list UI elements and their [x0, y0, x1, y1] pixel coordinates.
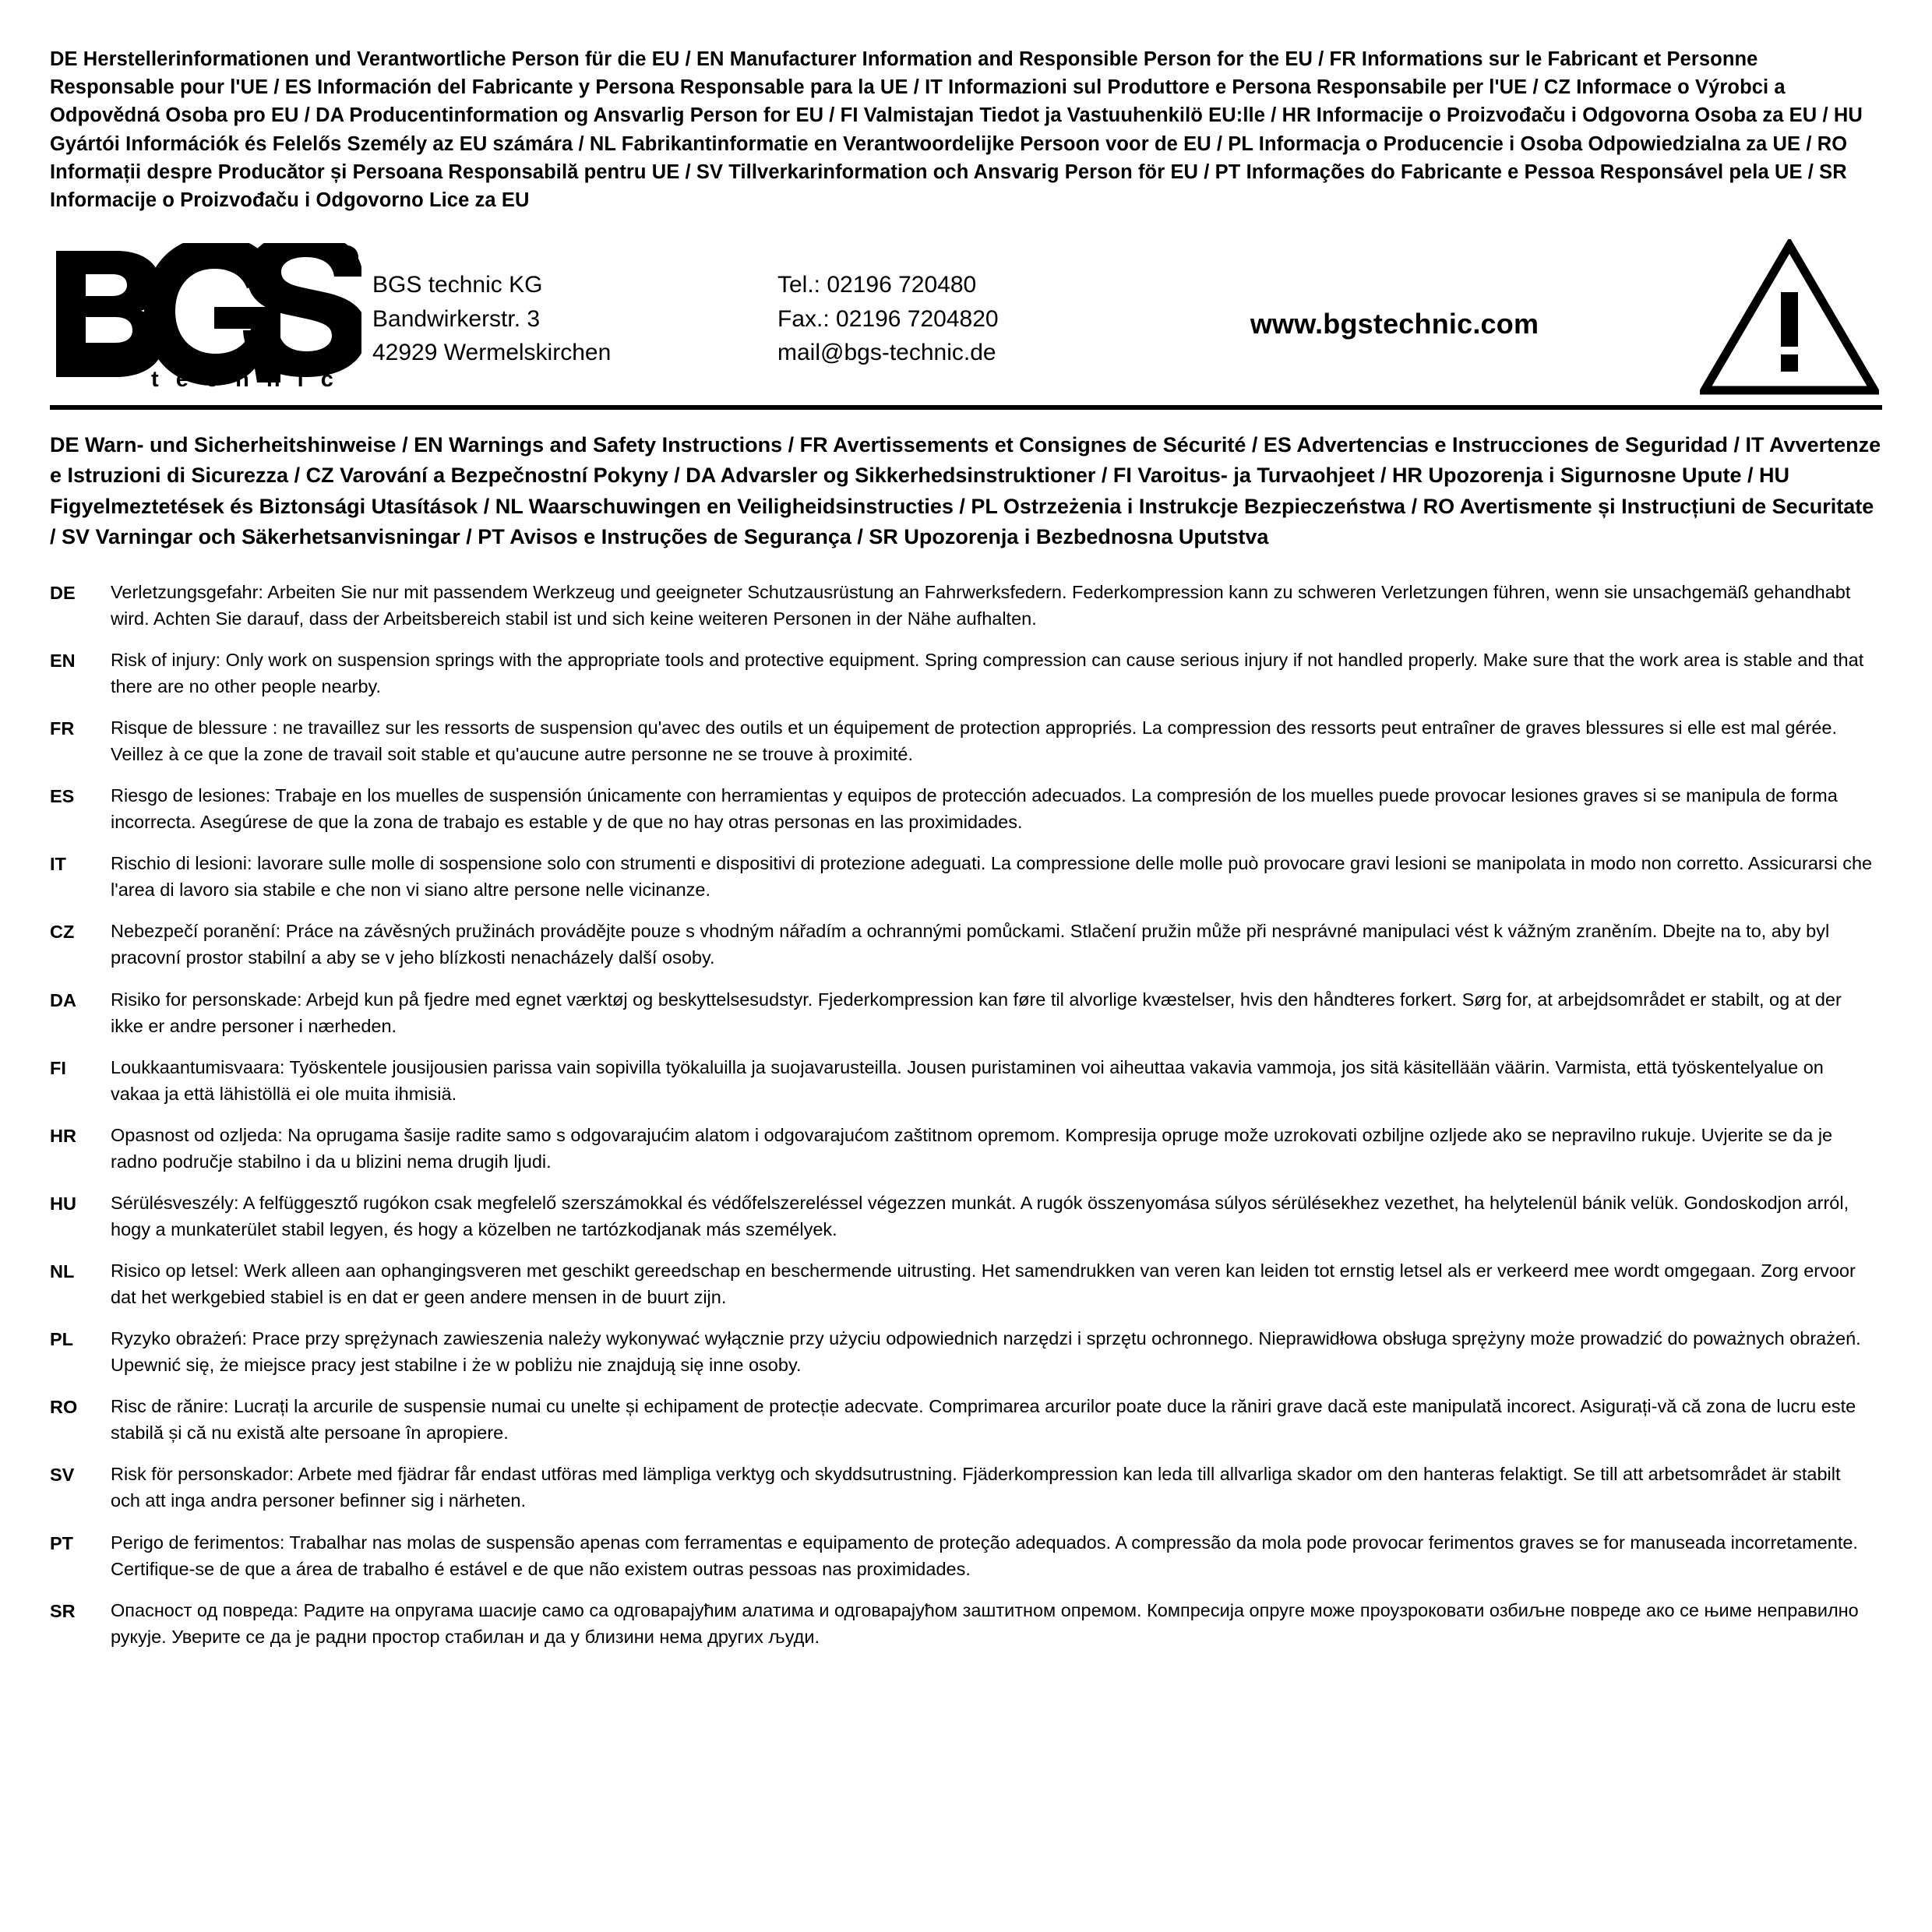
company-contact	[777, 263, 1105, 370]
warning-text: Nebezpečí poranění: Práce na závěsných pružinách provádějte pouze s vhodným nářadím a ochrannými pomůckami. Stlačení pružin může při nesprávné manipulaci vést k vážným zraněním. Dbejte na to, aby byl pracovní prostor stabilní a aby se v jeho blízkosti nenacházely další osoby.	[111, 921, 1830, 968]
warning-text: Sérülésveszély: A felfüggesztő rugókon csak megfelelő szerszámokkal és védőfelszereléssel végezzen munkát. A rugók összenyomása súlyos sérülésekhez vezethet, ha helytelenül bánik velük. Gondoskodjon arról, hogy a munkaterület stabil legyen, és hogy a közelben ne tartózkodjanak más személyek.	[111, 1192, 1849, 1239]
warning-row	[50, 579, 1882, 632]
language-code: DA	[50, 989, 76, 1010]
svg-text:R: R	[341, 250, 352, 266]
warning-row	[50, 1257, 1882, 1310]
company-email[interactable]: mail@bgs-technic.de	[777, 340, 996, 366]
language-code: SR	[50, 1600, 76, 1621]
warning-text: Risc de rănire: Lucrați la arcurile de suspensie numai cu unelte și echipament de protecție adecvate. Comprimarea arcurilor poate duce la răniri grave dacă este manipulată incorect. Asigurați-vă că zona de lucru este stabilă și că nu există alte persoane în apropiere.	[111, 1396, 1856, 1444]
warning-row	[50, 850, 1882, 903]
company-street: Bandwirkerstr. 3	[372, 305, 541, 332]
company-address	[361, 263, 777, 370]
warning-row	[50, 986, 1882, 1039]
warning-text: Rischio di lesioni: lavorare sulle molle di sospensione solo con strumenti e dispositivi di protezione adeguati. La compressione delle molle può provocare gravi lesioni se manipolata in modo non corretto. Assicurarsi che l'area di lavoro sia stabile e che non vi siano altre persone nelle vicinanze.	[111, 853, 1873, 901]
language-code: NL	[50, 1261, 75, 1282]
warning-text: Loukkaantumisvaara: Työskentele jousijousien parissa vain sopivilla työkaluilla ja suojavarusteilla. Jousen puristaminen voi aiheuttaa vakavia vammoja, jos sitä käsitellään väärin. Varmista, että työskentelyalue on vakaa ja että lähistöllä ei ole muita ihmisiä.	[111, 1056, 1824, 1104]
warning-text: Perigo de ferimentos: Trabalhar nas molas de suspensão apenas com ferramentas e equipamento de proteção adequados. A compressão da mola pode provocar ferimentos graves se for manuseada incorretamente. Certifique-se de que a área de trabalho é estável e de que não existem outras pessoas nas proximidades.	[111, 1532, 1858, 1579]
warning-text: Opasnost od ozljeda: Na oprugama šasije radite samo s odgovarajućim alatom i odgovarajućom zaštitnom opremom. Kompresija opruge može uzrokovati ozbiljne ozljede ako se nepravilno rukuje. Uvjerite se da je radno područje stabilno i da u blizini nema drugih ljudi.	[111, 1124, 1833, 1172]
warning-row	[50, 1190, 1882, 1243]
warning-text: Verletzungsgefahr: Arbeiten Sie nur mit passendem Werkzeug und geeigneter Schutzausrüstung an Fahrwerksfedern. Federkompression kann zu schweren Verletzungen führen, wenn sie unsachgemäß gehandhabt wird. Achten Sie darauf, dass der Arbeitsbereich stabil ist und sich keine weiteren Personen in der Nähe aufhalten.	[111, 581, 1851, 629]
safety-instructions-heading: DE Warn- und Sicherheitshinweise / EN Warnings and Safety Instructions / FR Avertissements et Consignes de Sécurité / ES Advertencias e Instrucciones de Seguridad / IT Avvertenze e Istruzioni di Sicurezza / CZ Varování a Bezpečnostní Pokyny / DA Advarsler og Sikkerhedsinstruktioner / FI Varoitus- ja Turvaohjeet / HR Upozorenja i Sigurnosne Upute / HU Figyelmeztetések és Biztonsági Utasítások / NL Waarschuwingen en Veiligheidsinstructies / PL Ostrzeżenia i Instrukcje Bezpieczeństwa / RO Avertismente și Instrucțiuni de Securitate / SV Varningar och Säkerhetsanvisningar / PT Avisos e Instruções de Segurança / SR Upozorenja i Bezbednosna Uputstva	[50, 433, 1881, 548]
warning-row	[50, 714, 1882, 767]
warning-row	[50, 1461, 1882, 1514]
bgs-logo	[50, 243, 361, 391]
warnings-list	[50, 579, 1882, 1650]
company-header	[50, 233, 1882, 400]
warning-row	[50, 1393, 1882, 1446]
company-website[interactable]: www.bgstechnic.com	[1250, 307, 1539, 340]
warning-triangle-icon	[1684, 239, 1882, 395]
warning-row	[50, 1054, 1882, 1107]
warning-text: Risk för personskador: Arbete med fjädrar får endast utföras med lämpliga verktyg och skyddsutrustning. Fjäderkompression kan leda till allvarliga skador om den hanteras felaktigt. Se till att arbetsområdet är stabilt och att inga andra personer befinner sig i närheten.	[111, 1464, 1841, 1511]
language-code: HR	[50, 1125, 76, 1146]
language-code: HU	[50, 1193, 76, 1214]
warning-row	[50, 1122, 1882, 1175]
language-code: EN	[50, 650, 76, 671]
warning-text: Опасност од повреда: Радите на опругама шасије само са одговарајућим алатима и одговарајућом заштитном опремом. Компресија опруге може проузроковати озбиљне повреде ако се њиме неправилно рукује. Уверите се да је радни простор стабилан и да у близини нема других људи.	[111, 1599, 1859, 1647]
warning-text: Risiko for personskade: Arbejd kun på fjedre med egnet værktøj og beskyttelsesudstyr. Fjederkompression kan føre til alvorlige kvæstelser, hvis den håndteres forkert. Sørg for, at arbejdsområdet er stabilt, og at der ikke er andre personer i nærheden.	[111, 989, 1842, 1036]
language-code: FI	[50, 1057, 66, 1078]
language-code: PT	[50, 1532, 74, 1553]
language-code: ES	[50, 786, 75, 807]
header-divider	[50, 405, 1882, 410]
warning-row	[50, 1597, 1882, 1650]
company-telephone: Tel.: 02196 720480	[777, 272, 977, 298]
warning-text: Risk of injury: Only work on suspension springs with the appropriate tools and protective equipment. Spring compression can cause serious injury if not handled properly. Make sure that the work area is stable and that there are no other people nearby.	[111, 649, 1864, 696]
language-code: SV	[50, 1465, 75, 1486]
company-name: BGS technic KG	[372, 272, 543, 298]
warning-row	[50, 647, 1882, 700]
language-code: FR	[50, 718, 75, 739]
company-fax: Fax.: 02196 7204820	[777, 305, 999, 332]
language-code: DE	[50, 582, 76, 603]
language-code: IT	[50, 854, 66, 875]
language-code: PL	[50, 1329, 74, 1350]
manufacturer-information-heading: DE Herstellerinformationen und Verantwortliche Person für die EU / EN Manufacturer Information and Responsible Person for the EU / FR Informations sur le Fabricant et Personne Responsable pour l'UE / ES Información del Fabricante y Persona Responsable para la UE / IT Informazioni sul Produttore e Persona Responsabile per l'UE / CZ Informace o Výrobci a Odpovědná Osoba pro EU / DA Producentinformation og Ansvarlig Person for EU / FI Valmistajan Tiedot ja Vastuuhenkilö EU:lle / HR Informacije o Proizvođaču i Odgovorna Osoba za EU / HU Gyártói Információk és Felelős Személy az EU számára / NL Fabrikantinformatie en Verantwoordelijke Persoon voor de EU / PL Informacja o Producencie i Osoba Odpowiedzialna za UE / RO Informații despre Producător și Persoana Responsabilă pentru UE / SV Tillverkarinformation och Ansvarig Person för EU / PT Informações do Fabricante e Pessoa Responsável pela UE / SR Informacije o Proizvođaču i Odgovorno Lice za EU	[50, 48, 1863, 212]
language-code: CZ	[50, 922, 75, 943]
language-code: RO	[50, 1397, 78, 1418]
warning-text: Ryzyko obrażeń: Prace przy sprężynach zawieszenia należy wykonywać wyłącznie przy użyciu odpowiednich narzędzi i sprzętu ochronnego. Nieprawidłowa obsługa sprężyny może prowadzić do poważnych obrażeń. Upewnić się, że miejsce pracy jest stabilne i że w pobliżu nie znajdują się inne osoby.	[111, 1328, 1861, 1376]
company-city: 42929 Wermelskirchen	[372, 340, 612, 366]
warning-text: Risico op letsel: Werk alleen aan ophangingsveren met geschikt gereedschap en beschermende uitrusting. Het samendrukken van veren kan leiden tot ernstig letsel als er verkeerd mee wordt omgegaan. Zorg ervoor dat het werkgebied stabiel is en dat er geen andere mensen in de buurt zijn.	[111, 1260, 1856, 1308]
warning-text: Riesgo de lesiones: Trabaje en los muelles de suspensión únicamente con herramientas y equipos de protección adecuados. La compresión de los muelles puede provocar lesiones graves si se manipula de forma incorrecta. Asegúrese de que la zona de trabajo es estable y de que no hay otras personas en las proximidades.	[111, 785, 1838, 833]
warning-row	[50, 918, 1882, 971]
warning-row	[50, 1325, 1882, 1378]
warning-text: Risque de blessure : ne travaillez sur les ressorts de suspension qu'avec des outils et un équipement de protection appropriés. La compression des ressorts peut entraîner de graves blessures si elle est mal gérée. Veillez à ce que la zone de travail soit stable et qu'aucune autre personne ne se trouve à proximité.	[111, 717, 1837, 765]
warning-row	[50, 782, 1882, 835]
warning-row	[50, 1529, 1882, 1582]
svg-text:t e c h n i c: t e c h n i c	[151, 366, 339, 391]
